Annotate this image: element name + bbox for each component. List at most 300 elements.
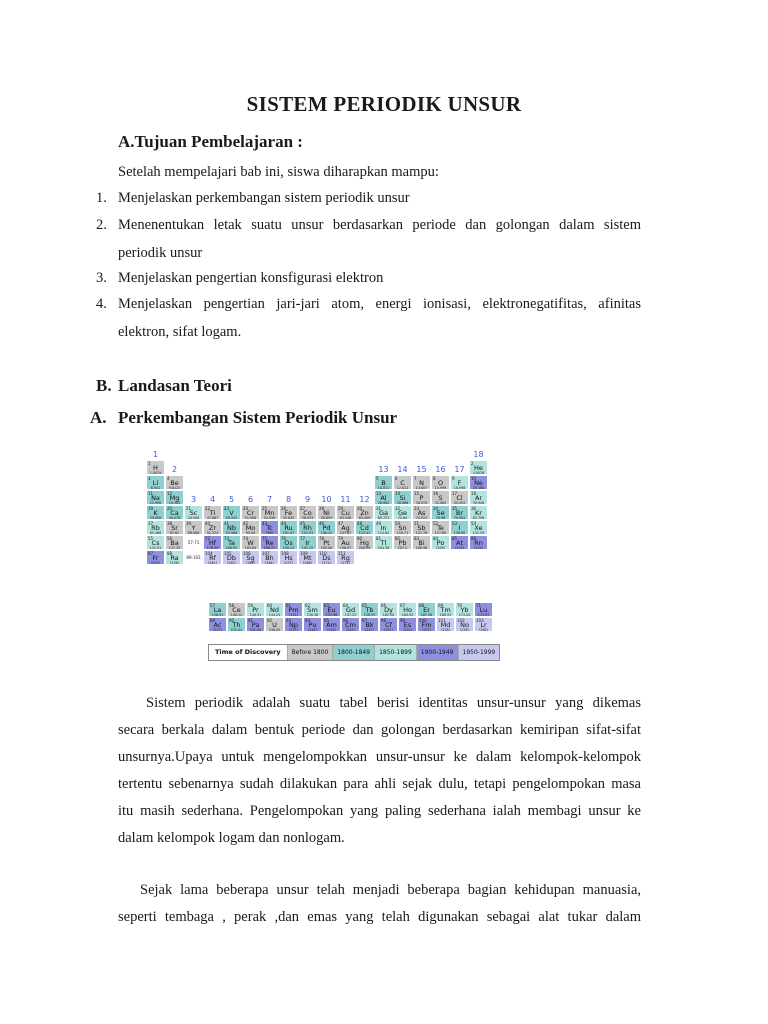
atomic-mass: 126.90 xyxy=(453,531,466,535)
group-number: 17 xyxy=(454,465,465,474)
atomic-mass: 65.409 xyxy=(358,516,371,520)
atomic-mass: [277] xyxy=(284,561,293,565)
element-cell xyxy=(398,602,417,617)
atomic-number: 58 xyxy=(229,603,235,608)
element-symbol: Bi xyxy=(418,539,425,547)
atomic-mass: 85.468 xyxy=(149,531,162,535)
atomic-number: 49 xyxy=(376,521,382,526)
atomic-mass: [227] xyxy=(213,628,222,632)
atomic-mass: 114.82 xyxy=(377,531,390,535)
element-symbol: Ru xyxy=(284,524,293,532)
atomic-mass: 232.04 xyxy=(230,628,243,632)
atomic-mass: 150.36 xyxy=(306,613,319,617)
atomic-number: 4 xyxy=(167,476,170,481)
element-symbol: Al xyxy=(380,494,387,502)
section-a-intro: Setelah mempelajari bab ini, siswa diharapkan mampu: xyxy=(118,164,439,180)
element-cell xyxy=(336,520,355,535)
atomic-number: 43 xyxy=(262,521,268,526)
element-cell xyxy=(317,535,336,550)
atomic-mass: 50.942 xyxy=(225,516,238,520)
element-cell xyxy=(279,520,298,535)
element-cell xyxy=(303,602,322,617)
atomic-number: 45 xyxy=(300,521,306,526)
atomic-mass: 173.04 xyxy=(458,613,471,617)
element-symbol: Cl xyxy=(456,494,463,502)
element-cell xyxy=(146,505,165,520)
element-symbol: Ar xyxy=(474,494,483,502)
atomic-mass: 200.59 xyxy=(358,546,371,550)
element-symbol: Sm xyxy=(307,606,318,614)
element-symbol: Os xyxy=(284,539,293,547)
element-cell xyxy=(146,475,165,490)
element-symbol: Rg xyxy=(341,554,350,562)
element-symbol: Ho xyxy=(403,606,412,614)
element-cell xyxy=(265,602,284,617)
element-cell xyxy=(165,505,184,520)
element-symbol: Ti xyxy=(209,509,216,517)
atomic-number: 54 xyxy=(471,521,477,526)
element-cell xyxy=(298,520,317,535)
element-cell xyxy=(146,520,165,535)
atomic-number: 11 xyxy=(148,491,154,496)
atomic-mass: 54.938 xyxy=(263,516,276,520)
paragraph-1 xyxy=(118,690,641,851)
atomic-number: 69 xyxy=(438,603,444,608)
atomic-number: 96 xyxy=(343,618,349,623)
element-cell xyxy=(246,602,265,617)
element-cell xyxy=(241,505,260,520)
atomic-mass: [145] xyxy=(289,613,298,617)
element-cell xyxy=(393,505,412,520)
atomic-number: 52 xyxy=(433,521,439,526)
atomic-number: 93 xyxy=(286,618,292,623)
atomic-mass: 32.065 xyxy=(434,501,447,505)
atomic-mass: 138.91 xyxy=(211,613,224,617)
atomic-number: 90 xyxy=(229,618,235,623)
atomic-mass: [271] xyxy=(322,561,331,565)
atomic-mass: 22.990 xyxy=(149,501,162,505)
atomic-mass: 9.0122 xyxy=(168,486,181,490)
atomic-number: 21 xyxy=(186,506,192,511)
atomic-number: 71 xyxy=(476,603,482,608)
atomic-mass: 127.60 xyxy=(434,531,447,535)
atomic-mass: 144.24 xyxy=(268,613,281,617)
element-symbol: Es xyxy=(403,621,412,629)
atomic-mass: 35.453 xyxy=(453,501,466,505)
atomic-number: 77 xyxy=(300,536,306,541)
atomic-mass: 92.906 xyxy=(225,531,238,535)
element-cell xyxy=(474,617,493,632)
list-item xyxy=(0,291,768,343)
list-item-text: Menjelaskan pengertian jari-jari atom, energi ionisasi, elektronegatifitas, afinitas xyxy=(118,296,641,312)
element-symbol: Hf xyxy=(208,539,217,547)
element-symbol: Ag xyxy=(341,524,350,532)
element-cell xyxy=(222,520,241,535)
atomic-mass: 151.96 xyxy=(325,613,338,617)
element-cell xyxy=(322,602,341,617)
atomic-mass: 69.723 xyxy=(377,516,390,520)
atomic-mass: 101.07 xyxy=(282,531,295,535)
atomic-number: 23 xyxy=(224,506,230,511)
element-symbol: Au xyxy=(341,539,350,547)
atomic-number: 3 xyxy=(148,476,151,481)
element-symbol: Ir xyxy=(305,539,310,547)
atomic-mass: [98] xyxy=(266,531,273,535)
element-symbol: Po xyxy=(436,539,445,547)
discovery-legend xyxy=(208,644,500,661)
atomic-mass: 178.49 xyxy=(206,546,219,550)
element-symbol: Zn xyxy=(360,509,369,517)
page-title: SISTEM PERIODIK UNSUR xyxy=(246,92,522,116)
element-symbol: I xyxy=(458,524,461,532)
list-item-number: 1. xyxy=(96,190,107,206)
atomic-number: 109 xyxy=(300,551,308,556)
element-symbol: Sc xyxy=(189,509,198,517)
atomic-number: 95 xyxy=(324,618,330,623)
atomic-number: 104 xyxy=(205,551,213,556)
element-symbol: Tb xyxy=(365,606,374,614)
legend-1900-1949: 1900-1949 xyxy=(416,645,458,660)
element-symbol: La xyxy=(213,606,222,614)
element-cell xyxy=(203,550,222,565)
atomic-mass: 39.948 xyxy=(472,501,485,505)
element-cell xyxy=(379,602,398,617)
element-cell xyxy=(165,475,184,490)
atomic-number: 103 xyxy=(476,618,484,623)
element-symbol: Ge xyxy=(397,509,408,517)
element-cell xyxy=(227,617,246,632)
atomic-mass: 207.2 xyxy=(397,546,408,550)
list-item xyxy=(0,185,768,211)
element-cell xyxy=(450,490,469,505)
element-symbol: Hg xyxy=(359,539,369,547)
atomic-number: 47 xyxy=(338,521,344,526)
list-item-number: 3. xyxy=(96,270,107,286)
element-symbol: Rf xyxy=(209,554,216,562)
section-b-heading: Landasan Teori xyxy=(118,376,232,395)
element-cell xyxy=(298,535,317,550)
atomic-number: 100 xyxy=(419,618,427,623)
atomic-mass: 162.50 xyxy=(382,613,395,617)
element-cell xyxy=(260,505,279,520)
element-cell xyxy=(341,617,360,632)
atomic-number: 50 xyxy=(395,521,401,526)
element-cell xyxy=(360,602,379,617)
element-cell xyxy=(431,505,450,520)
element-symbol: Pb xyxy=(398,539,407,547)
element-cell xyxy=(474,602,493,617)
element-cell xyxy=(374,490,393,505)
group-number: 3 xyxy=(190,495,197,504)
atomic-number: 92 xyxy=(267,618,273,623)
atomic-mass: [244] xyxy=(308,628,317,632)
atomic-mass: 158.93 xyxy=(363,613,376,617)
atomic-number: 91 xyxy=(248,618,254,623)
element-symbol: Cm xyxy=(345,621,356,629)
atomic-mass: 112.41 xyxy=(358,531,371,535)
atomic-mass: 58.933 xyxy=(301,516,314,520)
atomic-mass: 102.91 xyxy=(301,531,314,535)
atomic-number: 30 xyxy=(357,506,363,511)
atomic-mass: [266] xyxy=(246,561,255,565)
atomic-mass: 87.62 xyxy=(169,531,180,535)
element-symbol: Mo xyxy=(245,524,256,532)
atomic-mass: 24.305 xyxy=(168,501,181,505)
atomic-mass: 192.22 xyxy=(301,546,314,550)
element-cell xyxy=(298,505,317,520)
atomic-number: 65 xyxy=(362,603,368,608)
atomic-mass: 74.922 xyxy=(415,516,428,520)
atomic-number: 10 xyxy=(471,476,477,481)
atomic-number: 107 xyxy=(262,551,270,556)
atomic-mass: 10.811 xyxy=(377,486,390,490)
atomic-number: 16 xyxy=(433,491,439,496)
atomic-number: 19 xyxy=(148,506,154,511)
section-b-number: B. xyxy=(96,376,112,395)
element-cell xyxy=(146,535,165,550)
atomic-mass: 6.941 xyxy=(150,486,161,490)
element-cell xyxy=(436,602,455,617)
atomic-mass: [251] xyxy=(384,628,393,632)
atomic-number: 59 xyxy=(248,603,254,608)
atomic-number: 33 xyxy=(414,506,420,511)
element-cell xyxy=(417,602,436,617)
series-placeholder: 57-71 xyxy=(187,540,200,545)
element-cell xyxy=(431,475,450,490)
element-cell xyxy=(222,535,241,550)
element-cell xyxy=(393,535,412,550)
element-cell xyxy=(450,505,469,520)
atomic-mass: [262] xyxy=(479,628,488,632)
element-cell xyxy=(450,520,469,535)
atomic-mass: 167.26 xyxy=(420,613,433,617)
legend-1800-1849: 1800-1849 xyxy=(332,645,374,660)
atomic-mass: 132.91 xyxy=(149,546,162,550)
element-symbol: Pt xyxy=(323,539,330,547)
element-symbol: Mg xyxy=(169,494,180,502)
element-symbol: Fr xyxy=(152,554,159,562)
legend-before-1800: Before 1800 xyxy=(287,645,333,660)
element-cell xyxy=(469,535,488,550)
element-symbol: Rn xyxy=(474,539,483,547)
atomic-mass: 39.098 xyxy=(149,516,162,520)
subsection-number: A. xyxy=(90,408,107,427)
element-symbol: Zr xyxy=(208,524,217,532)
atomic-mass: 195.08 xyxy=(320,546,333,550)
group-number: 12 xyxy=(359,495,370,504)
atomic-mass: 204.38 xyxy=(377,546,390,550)
element-symbol: Pa xyxy=(251,621,260,629)
element-symbol: Nd xyxy=(270,606,279,614)
atomic-mass: 18.998 xyxy=(453,486,466,490)
element-cell xyxy=(208,602,227,617)
atomic-number: 111 xyxy=(338,551,346,556)
atomic-number: 81 xyxy=(376,536,382,541)
atomic-mass: 12.011 xyxy=(396,486,409,490)
atomic-number: 15 xyxy=(414,491,420,496)
list-item-number: 4. xyxy=(96,296,107,312)
list-item-text: Menenentukan letak suatu unsur berdasarkan periode dan golongan dalam sistem xyxy=(118,217,641,233)
element-cell xyxy=(279,535,298,550)
element-symbol: No xyxy=(460,621,469,629)
paragraph-line: Sejak lama beberapa unsur telah menjadi beberapa bagian kehidupan manuasia, xyxy=(140,882,641,898)
group-number: 1 xyxy=(152,450,159,459)
element-symbol: Mt xyxy=(303,554,312,562)
element-cell xyxy=(379,617,398,632)
atomic-mass: 72.64 xyxy=(397,516,408,520)
element-cell xyxy=(412,490,431,505)
atomic-mass: 15.999 xyxy=(434,486,447,490)
element-cell xyxy=(279,505,298,520)
atomic-number: 80 xyxy=(357,536,363,541)
element-symbol: K xyxy=(153,509,158,517)
group-number: 9 xyxy=(304,495,311,504)
atomic-number: 40 xyxy=(205,521,211,526)
atomic-mass: [272] xyxy=(341,561,350,565)
atomic-mass: 157.25 xyxy=(344,613,357,617)
element-cell xyxy=(412,520,431,535)
element-symbol: H xyxy=(153,464,158,472)
atomic-mass: 121.76 xyxy=(415,531,428,535)
group-number: 6 xyxy=(247,495,254,504)
atomic-number: 24 xyxy=(243,506,249,511)
element-cell xyxy=(317,550,336,565)
element-symbol: Ac xyxy=(213,621,222,629)
element-cell xyxy=(360,617,379,632)
element-symbol: N xyxy=(419,479,424,487)
atomic-mass: [226] xyxy=(170,561,179,565)
element-symbol: Kr xyxy=(475,509,482,517)
atomic-number: 78 xyxy=(319,536,325,541)
atomic-mass: 174.97 xyxy=(477,613,490,617)
element-cell xyxy=(374,535,393,550)
element-symbol: Ga xyxy=(378,509,389,517)
element-symbol: Tm xyxy=(440,606,451,614)
element-cell xyxy=(431,520,450,535)
element-cell xyxy=(412,475,431,490)
atomic-number: 63 xyxy=(324,603,330,608)
atomic-mass: 88.906 xyxy=(187,531,200,535)
atomic-number: 14 xyxy=(395,491,401,496)
element-symbol: Cs xyxy=(151,539,160,547)
element-symbol: Ta xyxy=(228,539,235,547)
element-cell xyxy=(355,535,374,550)
atomic-number: 82 xyxy=(395,536,401,541)
element-cell xyxy=(317,520,336,535)
element-cell xyxy=(241,535,260,550)
atomic-number: 85 xyxy=(452,536,458,541)
atomic-mass: 168.93 xyxy=(439,613,452,617)
atomic-number: 26 xyxy=(281,506,287,511)
atomic-number: 55 xyxy=(148,536,154,541)
element-symbol: Lu xyxy=(479,606,488,614)
atomic-number: 67 xyxy=(400,603,406,608)
atomic-mass: 4.0026 xyxy=(472,471,485,475)
element-symbol: B xyxy=(381,479,386,487)
atomic-mass: 137.33 xyxy=(168,546,181,550)
element-cell xyxy=(469,520,488,535)
element-symbol: Fe xyxy=(284,509,293,517)
atomic-mass: 26.982 xyxy=(377,501,390,505)
atomic-mass: [261] xyxy=(208,561,217,565)
element-cell xyxy=(412,535,431,550)
atomic-mass: [258] xyxy=(441,628,450,632)
group-number: 4 xyxy=(209,495,216,504)
element-symbol: F xyxy=(457,479,462,487)
atomic-mass: 140.12 xyxy=(230,613,243,617)
paragraph-line: tertentu sebenarnya sudah dilakukan para ahli sejak dulu, tetapi pengelompokan masa xyxy=(118,776,641,792)
atomic-mass: 238.03 xyxy=(268,628,281,632)
list-item xyxy=(0,265,768,291)
element-cell xyxy=(146,550,165,565)
element-symbol: Lr xyxy=(480,621,487,629)
element-symbol: Cr xyxy=(246,509,255,517)
element-symbol: Cf xyxy=(385,621,392,629)
atomic-number: 27 xyxy=(300,506,306,511)
atomic-number: 84 xyxy=(433,536,439,541)
element-cell xyxy=(265,617,284,632)
element-cell xyxy=(146,490,165,505)
element-cell xyxy=(303,617,322,632)
element-symbol: Cu xyxy=(341,509,350,517)
group-number: 2 xyxy=(171,465,178,474)
list-item-text: elektron, sifat logam. xyxy=(118,324,242,340)
element-cell xyxy=(184,520,203,535)
list-item-text: periodik unsur xyxy=(118,245,203,261)
atomic-mass: 14.007 xyxy=(415,486,428,490)
atomic-mass: 164.93 xyxy=(401,613,414,617)
atomic-mass: [252] xyxy=(403,628,412,632)
atomic-number: 56 xyxy=(167,536,173,541)
element-symbol: Si xyxy=(399,494,406,502)
atomic-mass: 186.21 xyxy=(263,546,276,550)
element-cell xyxy=(260,520,279,535)
atomic-mass: 183.84 xyxy=(244,546,257,550)
atomic-number: 57 xyxy=(210,603,216,608)
legend-title: Time of Discovery xyxy=(209,645,287,660)
atomic-mass: 78.96 xyxy=(435,516,446,520)
atomic-number: 34 xyxy=(433,506,439,511)
list-item-text: Menjelaskan perkembangan sistem periodik unsur xyxy=(118,190,410,206)
atomic-number: 22 xyxy=(205,506,211,511)
group-number: 13 xyxy=(378,465,389,474)
element-cell xyxy=(284,617,303,632)
element-symbol: Th xyxy=(232,621,241,629)
atomic-number: 41 xyxy=(224,521,230,526)
atomic-mass: 131.29 xyxy=(472,531,485,535)
atomic-number: 51 xyxy=(414,521,420,526)
atomic-number: 75 xyxy=(262,536,268,541)
atomic-mass: [262] xyxy=(227,561,236,565)
atomic-number: 102 xyxy=(457,618,465,623)
element-cell xyxy=(260,550,279,565)
section-a-heading: A.Tujuan Pembelajaran : xyxy=(118,132,303,151)
element-symbol: Cd xyxy=(360,524,369,532)
element-cell xyxy=(455,617,474,632)
element-cell xyxy=(260,535,279,550)
paragraph-line: unsurnya.Upaya untuk mengelompokkan unsur-unsur ke dalam kelompok-kelompok xyxy=(118,749,641,765)
element-cell xyxy=(469,475,488,490)
atomic-mass: 107.87 xyxy=(339,531,352,535)
element-cell xyxy=(469,460,488,475)
atomic-mass: 20.180 xyxy=(472,486,485,490)
element-symbol: Pd xyxy=(322,524,331,532)
atomic-mass: [268] xyxy=(303,561,312,565)
element-symbol: Sn xyxy=(398,524,407,532)
element-symbol: S xyxy=(438,494,443,502)
element-symbol: At xyxy=(456,539,463,547)
legend-1850-1899: 1850-1899 xyxy=(374,645,416,660)
